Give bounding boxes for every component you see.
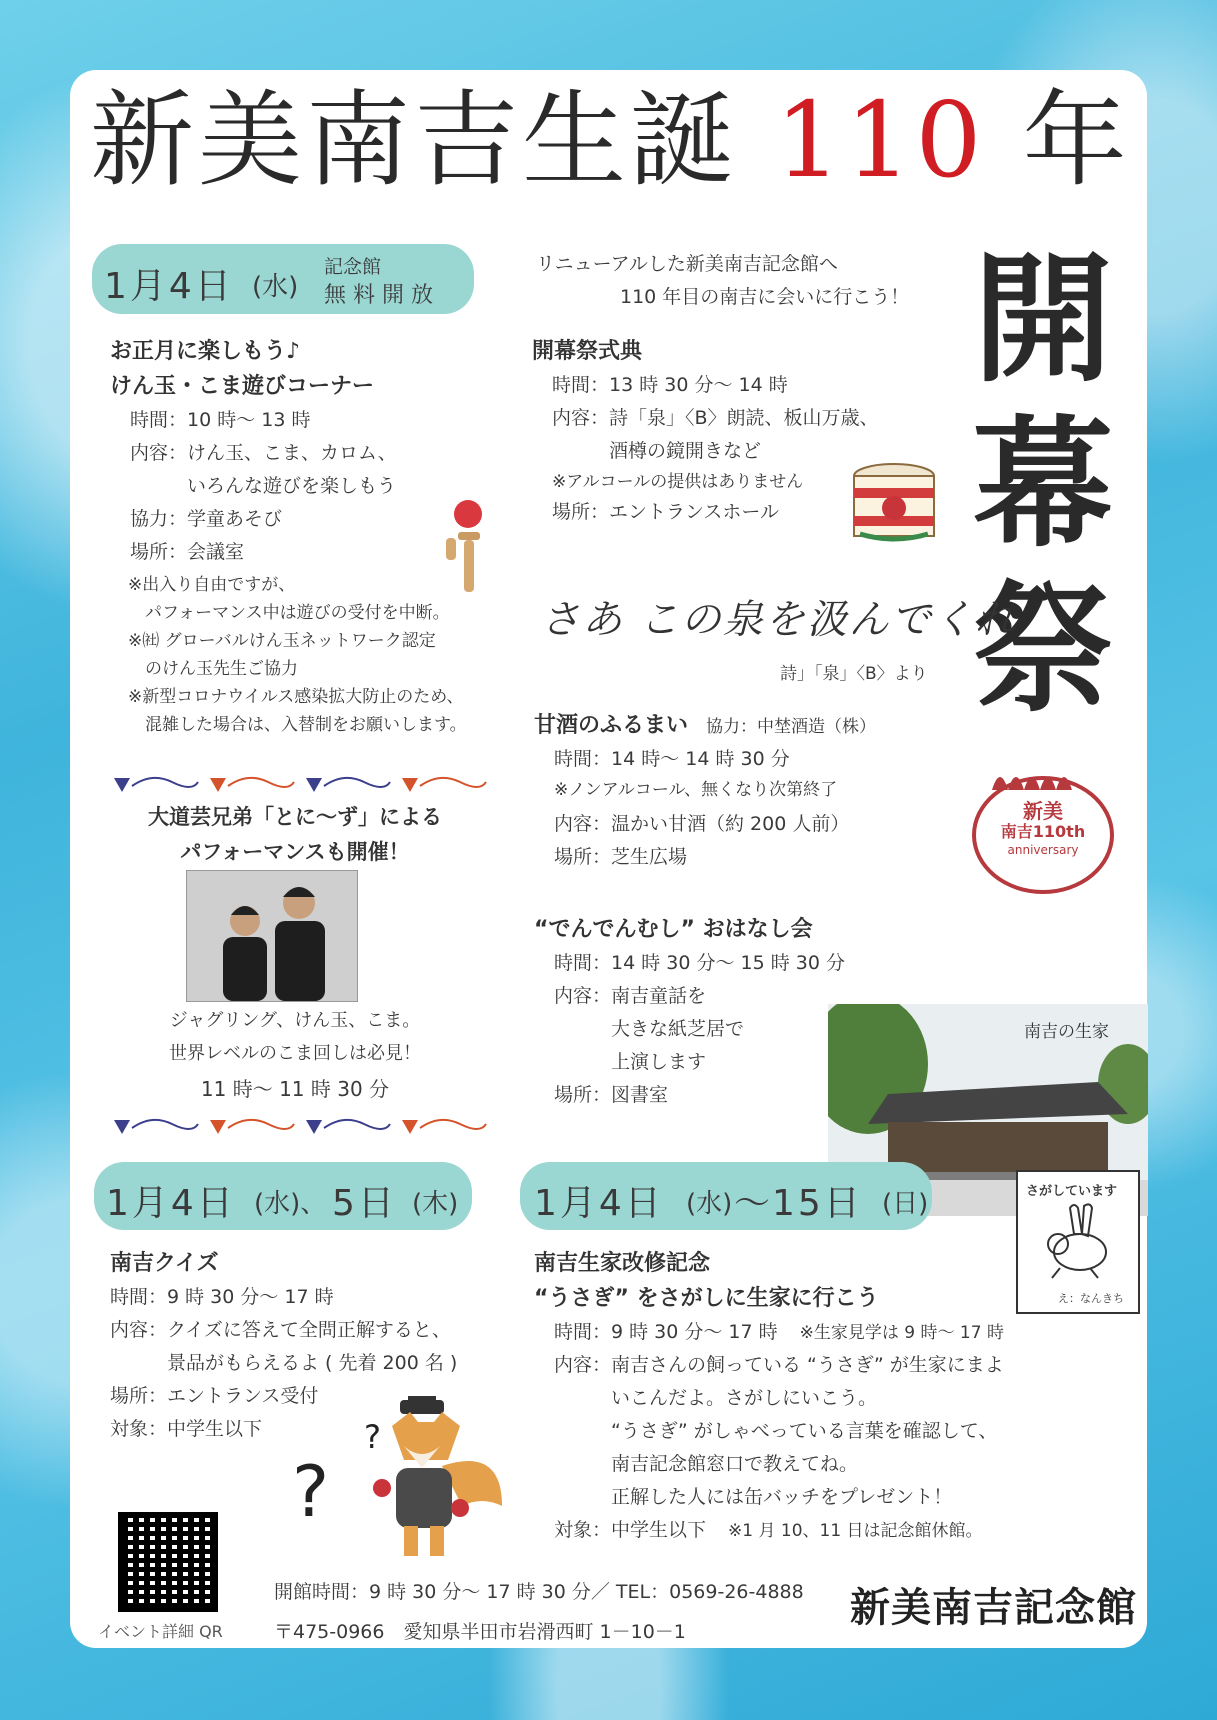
- performance-details: ジャグリング、けん玉、こま。 世界レベルのこま回しは必見！ 11 時～ 11 時 30 分: [169, 1010, 421, 1101]
- brand-logo: 新美南吉記念館: [850, 1585, 1137, 1631]
- poem-source: 詩」「泉」〈B〉より: [780, 664, 928, 684]
- kendama-section: お正月に楽しもう♪ けん玉・こま遊びコーナー 時間：10 時～ 13 時 内容：けん玉、こま、カロム、 いろんな遊びを楽しもう 協力：学童あそび 場所：会議室 ※出入り自由ですが、 パフォーマンス中は遊びの受付を中断。 ※㈳ グローバルけん玉ネットワーク認定 のけん玉先生ご協力 ※新型コロナウイルス感染拡大防止のため、 混雑した場合は、入替制をお願いします。: [110, 339, 467, 735]
- anniversary-logo: 新美 南吉110th anniversary: [972, 776, 1114, 894]
- svg-text:?: ?: [292, 1451, 330, 1533]
- performers-photo: [186, 870, 358, 1002]
- photo-caption: 南吉の生家: [1024, 1022, 1109, 1042]
- poem-handwriting: さあ この泉を汲んでくれ: [540, 597, 1017, 643]
- ceremony-section: 開幕祭式典 時間：13 時 30 分～ 14 時 内容：詩「泉」〈B〉朗読、板山万歳、 酒樽の鏡開きなど ※アルコールの提供はありません 場所：エントランスホール: [532, 339, 879, 523]
- fox-character-icon: [292, 1396, 512, 1562]
- spinning-top-divider-2: [112, 1108, 488, 1138]
- date-pill-jan4: 1月4日 (水) 記念館 無 料 開 放: [92, 244, 474, 314]
- amazake-section: 甘酒のふるまい 協力：中埜酒造（株） 時間：14 時～ 14 時 30 分 ※ノンアルコール、無くなり次第終了 内容：温かい甘酒（約 200 人前） 場所：芝生広場: [534, 713, 877, 868]
- sake-barrel-icon: [846, 458, 942, 548]
- spinning-top-divider: [112, 766, 488, 796]
- footer-hours: 開館時間：9 時 30 分～ 17 時 30 分／ TEL：0569-26-4888: [274, 1581, 804, 1603]
- wanted-rabbit-sign: さがしています え：なんきち: [1016, 1170, 1140, 1314]
- rabbit-icon: [1040, 1202, 1116, 1282]
- title-number: 110: [775, 79, 986, 201]
- quiz-section: 南吉クイズ 時間：9 時 30 分～ 17 時 内容：クイズに答えて全問正解すると、 景品がもらえるよ ( 先着 200 名 ) 場所：エントランス受付 対象：中学生以下: [110, 1251, 458, 1440]
- vertical-title: 開 幕 祭: [972, 239, 1113, 732]
- page-title: 新美南吉生誕 110 年: [90, 79, 1131, 201]
- event-qr-code[interactable]: [118, 1512, 218, 1612]
- kendama-icon: [436, 498, 496, 598]
- date-pill-jan4-5: 1月4日 (水)、 5日 (木): [94, 1162, 472, 1230]
- qr-label: イベント詳細 QR: [98, 1622, 223, 1641]
- svg-text:?: ?: [364, 1418, 381, 1456]
- denden-section: “でんでんむし” おはなし会 時間：14 時 30 分～ 15 時 30 分 内容：南吉童話を 大きな紙芝居で 上演します 場所：図書室: [534, 917, 845, 1106]
- rabbit-section: 南吉生家改修記念 “うさぎ” をさがしに生家に行こう 時間：9 時 30 分～ 17 時 ※生家見学は 9 時～ 17 時 内容：南吉さんの飼っている “うさぎ” が生家にまよ いこんだよ。さがしにいこう。 “うさぎ” がしゃべっている言葉を確認して、 南吉記念館窓口で教えてね。 正解した人には缶バッチをプレゼント！ 対象：中学生以下 ※1 月 10、11 日は記念館休館。: [534, 1251, 1004, 1541]
- footer-address: 〒475-0966 愛知県半田市岩滑西町 1－10－1: [274, 1621, 686, 1643]
- intro-text: リニューアルした新美南吉記念館へ 110 年目の南吉に会いに行こう！: [536, 253, 910, 308]
- performance-section: 大道芸兄弟「とに～ず」による パフォーマンスも開催！: [148, 805, 442, 864]
- date-pill-jan4-15: 1月4日 (水) ～ 15日 (日): [520, 1162, 932, 1230]
